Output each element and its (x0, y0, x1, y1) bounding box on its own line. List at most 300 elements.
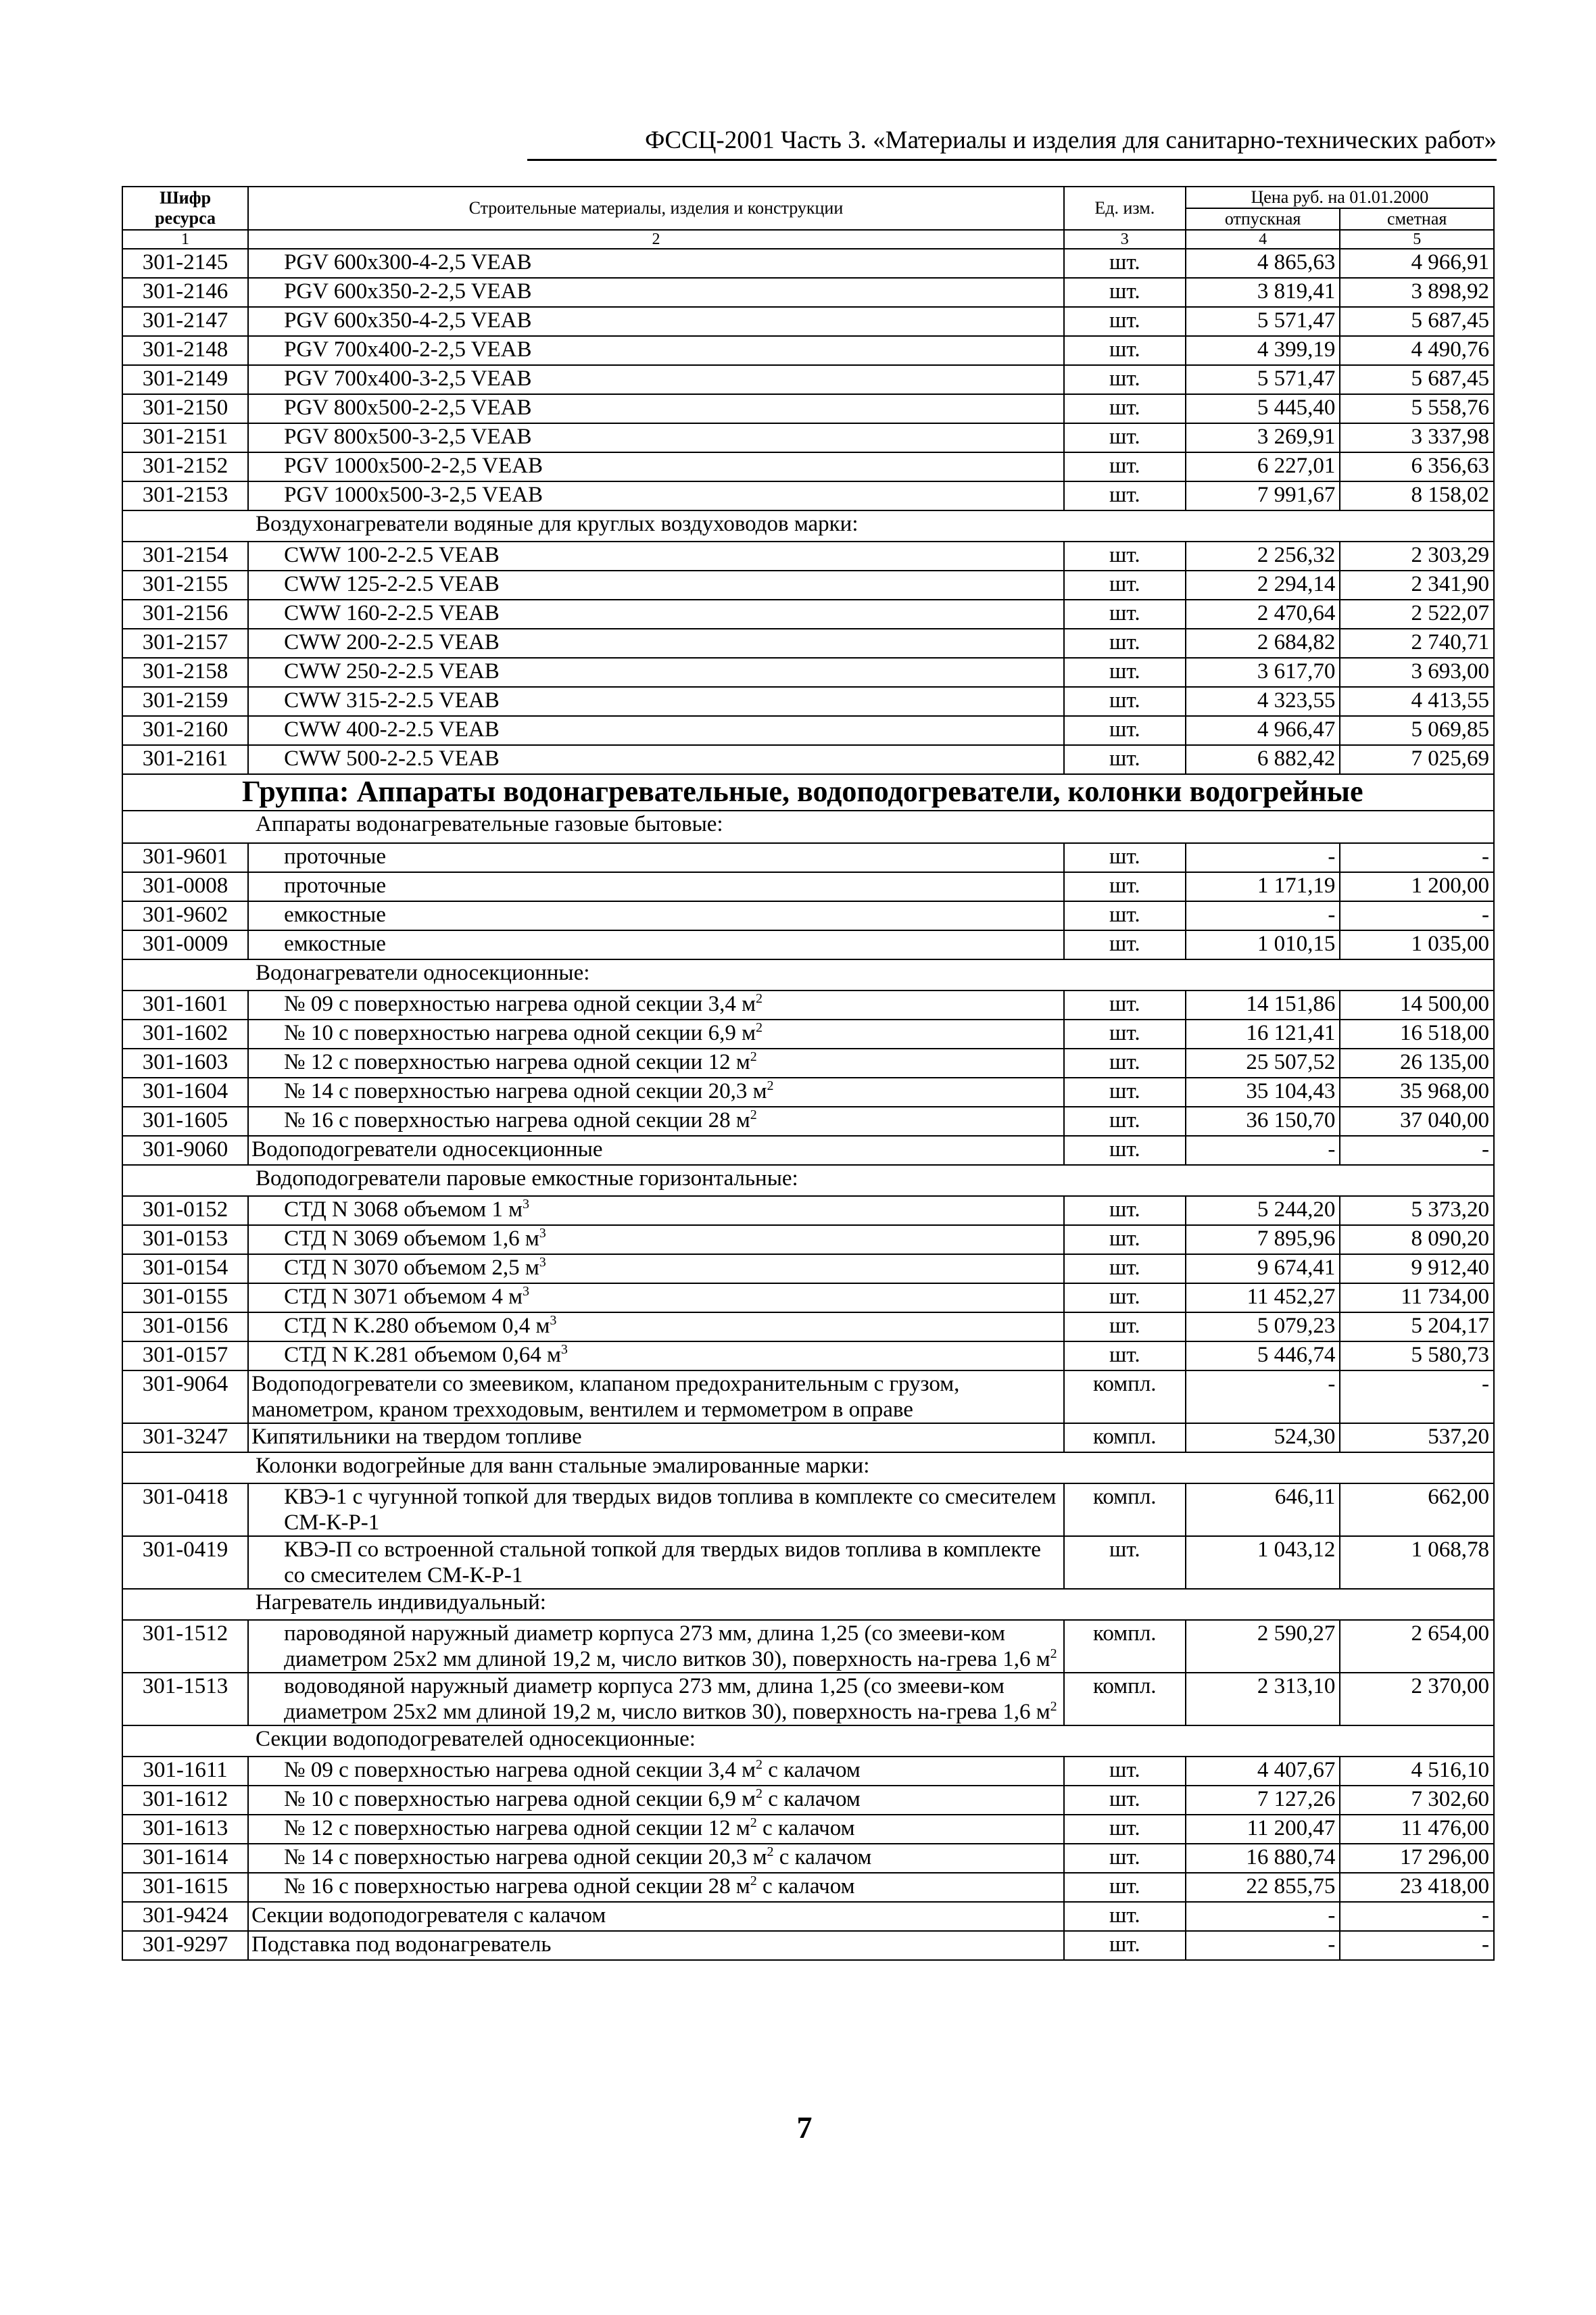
estimate-price-cell: 2 654,00 (1340, 1620, 1494, 1673)
item-name-text: PGV 1000x500-3-2,5 VEAB (284, 483, 543, 507)
resource-code-cell: 301-1602 (122, 1020, 248, 1049)
item-name-cell (248, 571, 1064, 600)
estimate-price-cell: 2 370,00 (1340, 1673, 1494, 1725)
unit-cell: шт. (1064, 1020, 1186, 1049)
unit-cell: шт. (1064, 423, 1186, 452)
item-name-text: № 10 с поверхностью нагрева одной секции 6,9 м (284, 1787, 756, 1811)
table-row (122, 394, 1494, 423)
resource-code-cell: 301-9064 (122, 1370, 248, 1423)
table-row (122, 745, 1494, 774)
resource-code-cell: 301-0419 (122, 1536, 248, 1589)
table-row (122, 1757, 1494, 1786)
page-number: 7 (796, 2110, 813, 2145)
resource-code-cell: 301-3247 (122, 1423, 248, 1452)
table-row (122, 1341, 1494, 1370)
release-price-cell: 4 399,19 (1186, 336, 1340, 365)
estimate-price-cell: - (1340, 843, 1494, 872)
item-name-text: № 12 с поверхностью нагрева одной секции 12 м (284, 1816, 750, 1840)
item-name-cell (248, 278, 1064, 307)
estimate-price-cell: - (1340, 1902, 1494, 1931)
estimate-price-cell: 1 200,00 (1340, 872, 1494, 901)
item-name-cell (248, 249, 1064, 278)
release-price-cell: - (1186, 1370, 1340, 1423)
resource-code-cell: 301-0155 (122, 1283, 248, 1312)
release-price-cell: 4 865,63 (1186, 249, 1340, 278)
resource-code-cell: 301-9424 (122, 1902, 248, 1931)
resource-code-cell: 301-1605 (122, 1107, 248, 1136)
resource-code-cell: 301-2160 (122, 716, 248, 745)
release-price-cell: 1 171,19 (1186, 872, 1340, 901)
unit-cell: шт. (1064, 394, 1186, 423)
unit-cell: шт. (1064, 1312, 1186, 1341)
section-header-row (122, 1725, 1494, 1757)
unit-cell: шт. (1064, 1341, 1186, 1370)
unit-cell: шт. (1064, 629, 1186, 658)
group-title: Группа: Аппараты водонагревательные, водоподогреватели, колонки водогрейные (122, 774, 1494, 811)
unit-cell: шт. (1064, 1078, 1186, 1107)
table-row (122, 901, 1494, 930)
item-name-text: PGV 800x500-2-2,5 VEAB (284, 396, 532, 420)
item-name-cell (248, 1786, 1064, 1815)
superscript: 2 (755, 1757, 763, 1772)
column-header-unit: Ед. изм. (1064, 187, 1186, 230)
estimate-price-cell: 662,00 (1340, 1483, 1494, 1536)
column-number: 5 (1340, 230, 1494, 249)
item-name-text: водоводяной наружный диаметр корпуса 273 мм, длина 1,25 (со змееви-ком диаметром 25x2 мм длиной 19,2 м, число витков 30), поверхность на-грева 1,6 м (284, 1674, 1050, 1724)
item-name-text: № 09 с поверхностью нагрева одной секции 3,4 м (284, 1758, 756, 1782)
item-name-text: КВЭ-1 с чугунной топкой для твердых видов топлива в комплекте со смесителем СМ-К-Р-1 (284, 1485, 1057, 1535)
superscript: 3 (523, 1197, 529, 1212)
estimate-price-cell: - (1340, 1370, 1494, 1423)
table-row (122, 336, 1494, 365)
item-name-text: CWW 100-2-2.5 VEAB (284, 543, 500, 567)
unit-cell: шт. (1064, 365, 1186, 394)
section-header-row (122, 1165, 1494, 1196)
price-table-container (122, 186, 1495, 1961)
release-price-cell: 6 882,42 (1186, 745, 1340, 774)
unit-cell: шт. (1064, 600, 1186, 629)
item-name-text: PGV 800x500-3-2,5 VEAB (284, 425, 532, 449)
resource-code-cell: 301-0152 (122, 1196, 248, 1225)
resource-code-cell: 301-2154 (122, 542, 248, 571)
item-name-text: проточные (284, 844, 387, 869)
item-name-cell (248, 1254, 1064, 1283)
resource-code-cell: 301-0157 (122, 1341, 248, 1370)
resource-code-cell: 301-9601 (122, 843, 248, 872)
item-name-cell (248, 1873, 1064, 1902)
estimate-price-cell: - (1340, 1136, 1494, 1165)
column-header-code: Шифр ресурса (122, 187, 248, 230)
release-price-cell: 4 966,47 (1186, 716, 1340, 745)
resource-code-cell: 301-2148 (122, 336, 248, 365)
item-name-cell (248, 1225, 1064, 1254)
estimate-price-cell: 11 476,00 (1340, 1815, 1494, 1844)
superscript: 3 (560, 1342, 568, 1357)
item-name-cell (248, 1283, 1064, 1312)
item-name-text: Водоподогреватели со змеевиком, клапаном предохранительным с грузом, манометром, краном трехходовым, вентилем и термометром в оправе (251, 1372, 960, 1422)
unit-cell: шт. (1064, 249, 1186, 278)
table-row (122, 365, 1494, 394)
item-name-cell (248, 1536, 1064, 1589)
unit-cell: шт. (1064, 1757, 1186, 1786)
estimate-price-cell: 5 687,45 (1340, 307, 1494, 336)
estimate-price-cell: 4 413,55 (1340, 687, 1494, 716)
unit-cell: шт. (1064, 1873, 1186, 1902)
table-row (122, 716, 1494, 745)
superscript: 2 (1050, 1646, 1057, 1661)
resource-code-cell: 301-0418 (122, 1483, 248, 1536)
resource-code-cell: 301-1614 (122, 1844, 248, 1873)
unit-cell: шт. (1064, 843, 1186, 872)
resource-code-cell: 301-0009 (122, 930, 248, 959)
unit-cell: шт. (1064, 1536, 1186, 1589)
release-price-cell: 7 127,26 (1186, 1786, 1340, 1815)
release-price-cell: 2 684,82 (1186, 629, 1340, 658)
superscript: 2 (755, 991, 763, 1006)
item-name-cell (248, 1049, 1064, 1078)
unit-cell: шт. (1064, 1107, 1186, 1136)
table-row (122, 542, 1494, 571)
item-name-tail: с калачом (756, 1874, 855, 1899)
release-price-cell: 3 617,70 (1186, 658, 1340, 687)
resource-code-cell: 301-1611 (122, 1757, 248, 1786)
estimate-price-cell: - (1340, 901, 1494, 930)
item-name-cell (248, 1931, 1064, 1960)
estimate-price-cell: 2 303,29 (1340, 542, 1494, 571)
item-name-text: проточные (284, 874, 387, 898)
table-body (122, 249, 1494, 1960)
release-price-cell: 22 855,75 (1186, 1873, 1340, 1902)
estimate-price-cell: 5 204,17 (1340, 1312, 1494, 1341)
unit-cell: шт. (1064, 1931, 1186, 1960)
resource-code-cell: 301-1615 (122, 1873, 248, 1902)
release-price-cell: 4 407,67 (1186, 1757, 1340, 1786)
resource-code-cell: 301-0153 (122, 1225, 248, 1254)
estimate-price-cell: 1 068,78 (1340, 1536, 1494, 1589)
release-price-cell: 5 445,40 (1186, 394, 1340, 423)
item-name-cell (248, 1815, 1064, 1844)
item-name-text: PGV 1000x500-2-2,5 VEAB (284, 454, 543, 478)
section-header-row (122, 959, 1494, 991)
column-number: 1 (122, 230, 248, 249)
release-price-cell: 5 571,47 (1186, 307, 1340, 336)
item-name-cell (248, 1370, 1064, 1423)
item-name-text: СТД N K.281 объемом 0,64 м (284, 1343, 561, 1367)
item-name-text: CWW 500-2-2.5 VEAB (284, 746, 500, 771)
release-price-cell: 16 121,41 (1186, 1020, 1340, 1049)
group-header-row (122, 774, 1494, 811)
item-name-cell (248, 1673, 1064, 1725)
item-name-text: CWW 250-2-2.5 VEAB (284, 659, 500, 684)
estimate-price-cell: 4 516,10 (1340, 1757, 1494, 1786)
release-price-cell: 646,11 (1186, 1483, 1340, 1536)
estimate-price-cell: 37 040,00 (1340, 1107, 1494, 1136)
item-name-text: № 16 с поверхностью нагрева одной секции 28 м (284, 1108, 750, 1132)
release-price-cell: 35 104,43 (1186, 1078, 1340, 1107)
table-row (122, 1049, 1494, 1078)
resource-code-cell: 301-1604 (122, 1078, 248, 1107)
unit-cell: шт. (1064, 571, 1186, 600)
table-row (122, 1078, 1494, 1107)
resource-code-cell: 301-2153 (122, 481, 248, 510)
resource-code-cell: 301-9602 (122, 901, 248, 930)
table-header (122, 187, 1494, 249)
column-header-name: Строительные материалы, изделия и конструкции (248, 187, 1064, 230)
release-price-cell: 1 043,12 (1186, 1536, 1340, 1589)
resource-code-cell: 301-1601 (122, 991, 248, 1020)
resource-code-cell: 301-0154 (122, 1254, 248, 1283)
unit-cell: шт. (1064, 745, 1186, 774)
unit-cell: шт. (1064, 336, 1186, 365)
release-price-cell: 2 256,32 (1186, 542, 1340, 571)
unit-cell: шт. (1064, 1049, 1186, 1078)
estimate-price-cell: 3 693,00 (1340, 658, 1494, 687)
release-price-cell: 11 200,47 (1186, 1815, 1340, 1844)
item-name-cell (248, 1107, 1064, 1136)
section-title: Аппараты водонагревательные газовые бытовые: (122, 811, 1494, 843)
table-row (122, 1107, 1494, 1136)
unit-cell: шт. (1064, 716, 1186, 745)
item-name-text: СТД N 3069 объемом 1,6 м (284, 1226, 539, 1251)
table-row (122, 1931, 1494, 1960)
estimate-price-cell: 8 158,02 (1340, 481, 1494, 510)
item-name-text: PGV 700x400-2-2,5 VEAB (284, 337, 532, 362)
item-name-cell (248, 1620, 1064, 1673)
section-header-row (122, 1589, 1494, 1620)
release-price-cell: 14 151,86 (1186, 991, 1340, 1020)
unit-cell: компл. (1064, 1620, 1186, 1673)
section-title: Воздухонагреватели водяные для круглых воздуховодов марки: (122, 510, 1494, 542)
unit-cell: шт. (1064, 687, 1186, 716)
resource-code-cell: 301-2159 (122, 687, 248, 716)
superscript: 2 (767, 1078, 774, 1093)
unit-cell: шт. (1064, 1254, 1186, 1283)
item-name-cell (248, 930, 1064, 959)
item-name-cell (248, 423, 1064, 452)
resource-code-cell: 301-0156 (122, 1312, 248, 1341)
superscript: 3 (539, 1255, 546, 1270)
item-name-cell (248, 1483, 1064, 1536)
resource-code-cell: 301-1613 (122, 1815, 248, 1844)
item-name-cell (248, 1078, 1064, 1107)
item-name-text: № 12 с поверхностью нагрева одной секции 12 м (284, 1050, 750, 1074)
table-row (122, 843, 1494, 872)
release-price-cell: 36 150,70 (1186, 1107, 1340, 1136)
table-row (122, 1902, 1494, 1931)
table-row (122, 1536, 1494, 1589)
table-row (122, 1283, 1494, 1312)
resource-code-cell: 301-2150 (122, 394, 248, 423)
estimate-price-cell: 16 518,00 (1340, 1020, 1494, 1049)
item-name-text: CWW 160-2-2.5 VEAB (284, 601, 500, 625)
table-row (122, 1844, 1494, 1873)
item-name-text: емкостные (284, 903, 386, 927)
column-header-price-estimate: сметная (1340, 208, 1494, 230)
item-name-text: емкостные (284, 932, 386, 956)
unit-cell: шт. (1064, 1136, 1186, 1165)
estimate-price-cell: 9 912,40 (1340, 1254, 1494, 1283)
release-price-cell: 7 895,96 (1186, 1225, 1340, 1254)
item-name-cell (248, 1341, 1064, 1370)
item-name-cell (248, 1902, 1064, 1931)
table-row (122, 249, 1494, 278)
release-price-cell: 9 674,41 (1186, 1254, 1340, 1283)
resource-code-cell: 301-2151 (122, 423, 248, 452)
table-row (122, 600, 1494, 629)
estimate-price-cell: 11 734,00 (1340, 1283, 1494, 1312)
estimate-price-cell: 5 069,85 (1340, 716, 1494, 745)
resource-code-cell: 301-2146 (122, 278, 248, 307)
unit-cell: шт. (1064, 278, 1186, 307)
estimate-price-cell: 6 356,63 (1340, 452, 1494, 481)
unit-cell: шт. (1064, 1902, 1186, 1931)
item-name-text: СТД N 3071 объемом 4 м (284, 1285, 523, 1309)
table-row (122, 1620, 1494, 1673)
item-name-tail: с калачом (762, 1758, 861, 1782)
release-price-cell: - (1186, 1902, 1340, 1931)
release-price-cell: 2 590,27 (1186, 1620, 1340, 1673)
unit-cell: шт. (1064, 1225, 1186, 1254)
item-name-cell (248, 1196, 1064, 1225)
superscript: 2 (750, 1815, 757, 1830)
superscript: 2 (755, 1786, 763, 1801)
table-row (122, 1673, 1494, 1725)
item-name-cell (248, 1423, 1064, 1452)
estimate-price-cell: 14 500,00 (1340, 991, 1494, 1020)
item-name-text: CWW 125-2-2.5 VEAB (284, 572, 500, 596)
estimate-price-cell: 5 687,45 (1340, 365, 1494, 394)
estimate-price-cell: 7 302,60 (1340, 1786, 1494, 1815)
item-name-cell (248, 394, 1064, 423)
item-name-text: пароводяной наружный диаметр корпуса 273 мм, длина 1,25 (со змееви-ком диаметром 25x2 мм длиной 19,2 м, число витков 30), поверхность на-грева 1,6 м (284, 1621, 1050, 1671)
release-price-cell: 2 470,64 (1186, 600, 1340, 629)
resource-code-cell: 301-1603 (122, 1049, 248, 1078)
estimate-price-cell: 1 035,00 (1340, 930, 1494, 959)
column-number: 3 (1064, 230, 1186, 249)
estimate-price-cell: 5 373,20 (1340, 1196, 1494, 1225)
release-price-cell: - (1186, 1931, 1340, 1960)
estimate-price-cell: 8 090,20 (1340, 1225, 1494, 1254)
unit-cell: шт. (1064, 307, 1186, 336)
section-title: Секции водоподогревателей односекционные: (122, 1725, 1494, 1757)
table-row (122, 687, 1494, 716)
item-name-cell (248, 1844, 1064, 1873)
superscript: 2 (750, 1049, 757, 1064)
unit-cell: шт. (1064, 1815, 1186, 1844)
resource-code-cell: 301-9060 (122, 1136, 248, 1165)
unit-cell: шт. (1064, 542, 1186, 571)
estimate-price-cell: 4 966,91 (1340, 249, 1494, 278)
table-row (122, 481, 1494, 510)
item-name-text: КВЭ-П со встроенной стальной топкой для твердых видов топлива в комплекте со смесителем СМ-К-Р-1 (284, 1537, 1041, 1588)
unit-cell: шт. (1064, 991, 1186, 1020)
item-name-text: PGV 700x400-3-2,5 VEAB (284, 366, 532, 391)
resource-code-cell: 301-2158 (122, 658, 248, 687)
item-name-text: № 09 с поверхностью нагрева одной секции 3,4 м (284, 992, 756, 1016)
table-row (122, 1225, 1494, 1254)
unit-cell: компл. (1064, 1423, 1186, 1452)
section-title: Водоподогреватели паровые емкостные горизонтальные: (122, 1165, 1494, 1196)
release-price-cell: 3 269,91 (1186, 423, 1340, 452)
section-header-row (122, 510, 1494, 542)
release-price-cell: 2 294,14 (1186, 571, 1340, 600)
estimate-price-cell: 5 580,73 (1340, 1341, 1494, 1370)
release-price-cell: 11 452,27 (1186, 1283, 1340, 1312)
superscript: 2 (755, 1020, 763, 1035)
item-name-text: Секции водоподогревателя с калачом (251, 1903, 606, 1928)
unit-cell: шт. (1064, 1283, 1186, 1312)
estimate-price-cell: 23 418,00 (1340, 1873, 1494, 1902)
table-row (122, 423, 1494, 452)
item-name-cell (248, 745, 1064, 774)
item-name-cell (248, 843, 1064, 872)
item-name-text: CWW 200-2-2.5 VEAB (284, 630, 500, 654)
table-row (122, 1423, 1494, 1452)
table-row (122, 1196, 1494, 1225)
superscript: 2 (1050, 1699, 1057, 1714)
item-name-cell (248, 365, 1064, 394)
release-price-cell: 7 991,67 (1186, 481, 1340, 510)
item-name-tail: с калачом (773, 1845, 872, 1869)
estimate-price-cell: 35 968,00 (1340, 1078, 1494, 1107)
item-name-text: СТД N K.280 объемом 0,4 м (284, 1314, 550, 1338)
release-price-cell: 3 819,41 (1186, 278, 1340, 307)
unit-cell: шт. (1064, 872, 1186, 901)
unit-cell: компл. (1064, 1370, 1186, 1423)
release-price-cell: 5 446,74 (1186, 1341, 1340, 1370)
superscript: 2 (750, 1107, 757, 1122)
table-row (122, 1786, 1494, 1815)
unit-cell: шт. (1064, 452, 1186, 481)
column-header-price-release: отпускная (1186, 208, 1340, 230)
resource-code-cell: 301-1612 (122, 1786, 248, 1815)
table-row (122, 307, 1494, 336)
item-name-text: CWW 315-2-2.5 VEAB (284, 688, 500, 713)
item-name-text: Кипятильники на твердом топливе (251, 1425, 582, 1449)
estimate-price-cell: 7 025,69 (1340, 745, 1494, 774)
table-row (122, 1312, 1494, 1341)
item-name-text: PGV 600x350-2-2,5 VEAB (284, 279, 532, 304)
unit-cell: шт. (1064, 1196, 1186, 1225)
column-header-price: Цена руб. на 01.01.2000 (1186, 187, 1494, 208)
superscript: 3 (523, 1284, 529, 1299)
superscript: 3 (550, 1313, 557, 1328)
estimate-price-cell: 3 898,92 (1340, 278, 1494, 307)
release-price-cell: - (1186, 1136, 1340, 1165)
section-title: Колонки водогрейные для ванн стальные эмалированные марки: (122, 1452, 1494, 1483)
item-name-cell (248, 336, 1064, 365)
unit-cell: компл. (1064, 1673, 1186, 1725)
item-name-cell (248, 542, 1064, 571)
table-row (122, 1254, 1494, 1283)
item-name-text: № 16 с поверхностью нагрева одной секции 28 м (284, 1874, 750, 1899)
item-name-text: Подставка под водонагреватель (251, 1932, 552, 1957)
resource-code-cell: 301-2157 (122, 629, 248, 658)
release-price-cell: - (1186, 901, 1340, 930)
item-name-tail: с калачом (756, 1816, 855, 1840)
item-name-cell (248, 1757, 1064, 1786)
table-row (122, 278, 1494, 307)
section-header-row (122, 811, 1494, 843)
item-name-text: CWW 400-2-2.5 VEAB (284, 717, 500, 742)
resource-code-cell: 301-2152 (122, 452, 248, 481)
item-name-cell (248, 481, 1064, 510)
item-name-cell (248, 629, 1064, 658)
release-price-cell: 524,30 (1186, 1423, 1340, 1452)
estimate-price-cell: 2 740,71 (1340, 629, 1494, 658)
release-price-cell: 6 227,01 (1186, 452, 1340, 481)
unit-cell: шт. (1064, 1844, 1186, 1873)
